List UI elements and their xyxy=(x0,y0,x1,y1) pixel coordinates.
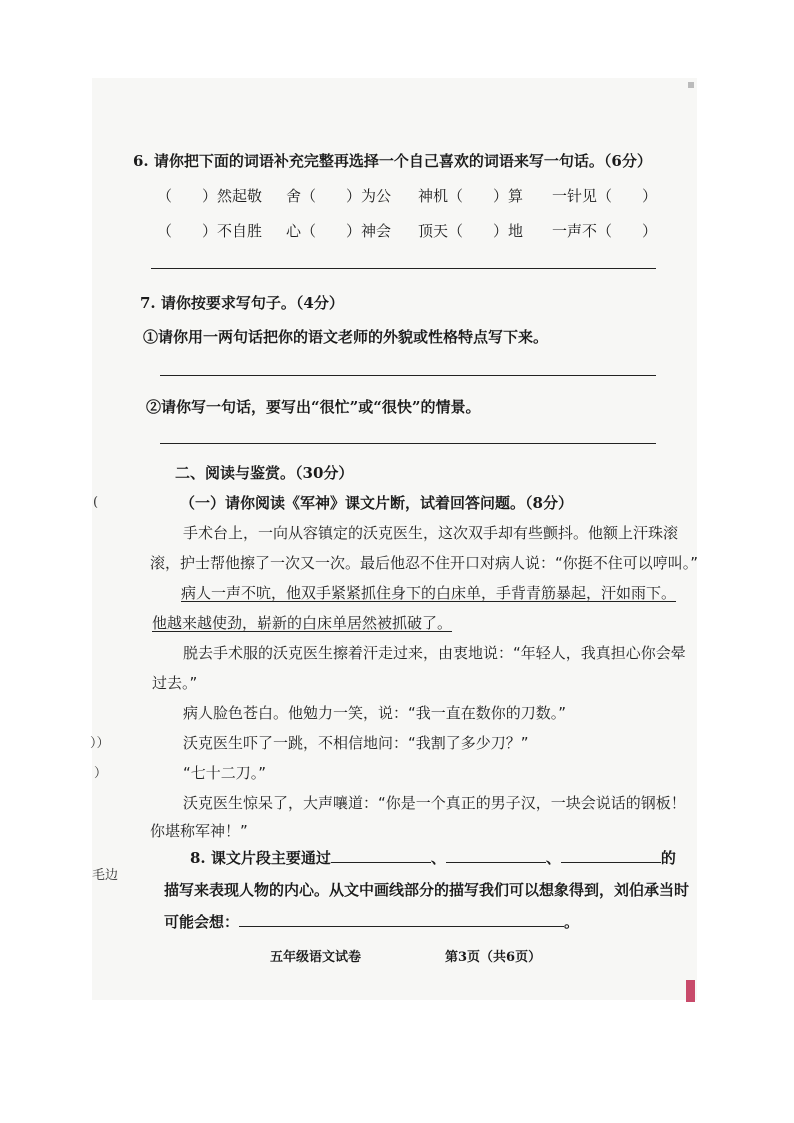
q6-word: （ ）不自胜 xyxy=(157,222,263,240)
q8-blank-4[interactable] xyxy=(239,912,564,927)
q6-title: 6. 请你把下面的词语补充完整再选择一个自己喜欢的词语来写一句话。（6分） xyxy=(133,152,652,170)
q8-end: 。 xyxy=(564,913,580,931)
edge-fragment: ） xyxy=(94,766,108,781)
q8-blank-3[interactable] xyxy=(561,848,661,863)
q8-blank-1[interactable] xyxy=(331,848,431,863)
footer-exam-name: 五年级语文试卷 xyxy=(270,950,362,965)
passage-underlined-line: 病人一声不吭，他双手紧紧抓住身下的白床单，手背青筋暴起，汗如雨下。 xyxy=(181,584,677,602)
q8-blank-2[interactable] xyxy=(446,848,546,863)
q6-answer-line[interactable] xyxy=(151,268,656,269)
q6-word: 心（ ）神会 xyxy=(286,222,392,240)
q7-title: 7. 请你按要求写句子。（4分） xyxy=(140,294,344,312)
q7-item1: ①请你用一两句话把你的语文老师的外貌或性格特点写下来。 xyxy=(143,328,549,346)
passage-line: 你堪称军神！” xyxy=(150,822,248,840)
scan-edge-mark xyxy=(686,980,695,1002)
q7-answer-line-2[interactable] xyxy=(160,443,656,444)
scan-edge-mark xyxy=(688,82,694,88)
passage-line: 滚，护士帮他擦了一次又一次。最后他忍不住开口对病人说：“你挺不住可以哼叫。” xyxy=(150,554,699,572)
q6-word: （ ）然起敬 xyxy=(157,187,263,205)
q6-word: 一声不（ ） xyxy=(552,222,658,240)
edge-fragment: ( xyxy=(93,495,99,510)
q8-sep: 、 xyxy=(545,849,561,867)
q6-word: 舍（ ）为公 xyxy=(286,187,392,205)
q8-line1 xyxy=(190,847,676,868)
passage-line: “七十二刀。” xyxy=(183,764,267,782)
q6-word: 顶天（ ）地 xyxy=(418,222,524,240)
q8-part2: 的 xyxy=(660,849,676,867)
q8-line2: 描写来表现人物的内心。从文中画线部分的描写我们可以想象得到，刘伯承当时 xyxy=(164,881,690,899)
passage-line: 脱去手术服的沃克医生擦着汗走过来，由衷地说：“年轻人，我真担心你会晕 xyxy=(183,644,686,662)
q8-line3-label: 可能会想： xyxy=(164,913,240,931)
passage-line: 沃克医生惊呆了，大声嚷道：“你是一个真正的男子汉，一块会说话的钢板！ xyxy=(183,794,686,812)
q8-sep: 、 xyxy=(430,849,446,867)
edge-fragment: 毛边 xyxy=(92,868,119,883)
q6-word: 一针见（ ） xyxy=(552,187,658,205)
section2-sub1: （一）请你阅读《军神》课文片断，试着回答问题。（8分） xyxy=(180,494,573,512)
q8-line3 xyxy=(164,911,579,932)
passage-underlined-line: 他越来越使劲，崭新的白床单居然被抓破了。 xyxy=(152,614,453,632)
passage-line: 沃克医生吓了一跳，不相信地问：“我割了多少刀？” xyxy=(183,734,529,752)
edge-fragment: ）） xyxy=(90,736,110,751)
q6-row2 xyxy=(0,220,794,240)
q8-part1: 8. 课文片段主要通过 xyxy=(190,849,331,867)
passage-line: 手术台上，一向从容镇定的沃克医生，这次双手却有些颤抖。他额上汗珠滚 xyxy=(183,524,679,542)
section2-title: 二、阅读与鉴赏。（30分） xyxy=(175,464,354,482)
passage-line: 病人脸色苍白。他勉力一笑，说：“我一直在数你的刀数。” xyxy=(183,704,567,722)
q7-answer-line-1[interactable] xyxy=(160,375,656,376)
passage-line: 过去。” xyxy=(152,674,198,692)
q7-item2: ②请你写一句话，要写出“很忙”或“很快”的情景。 xyxy=(146,398,481,416)
q6-row1 xyxy=(0,185,794,205)
q6-word: 神机（ ）算 xyxy=(418,187,524,205)
footer-page-number: 第3页（共6页） xyxy=(445,950,542,965)
